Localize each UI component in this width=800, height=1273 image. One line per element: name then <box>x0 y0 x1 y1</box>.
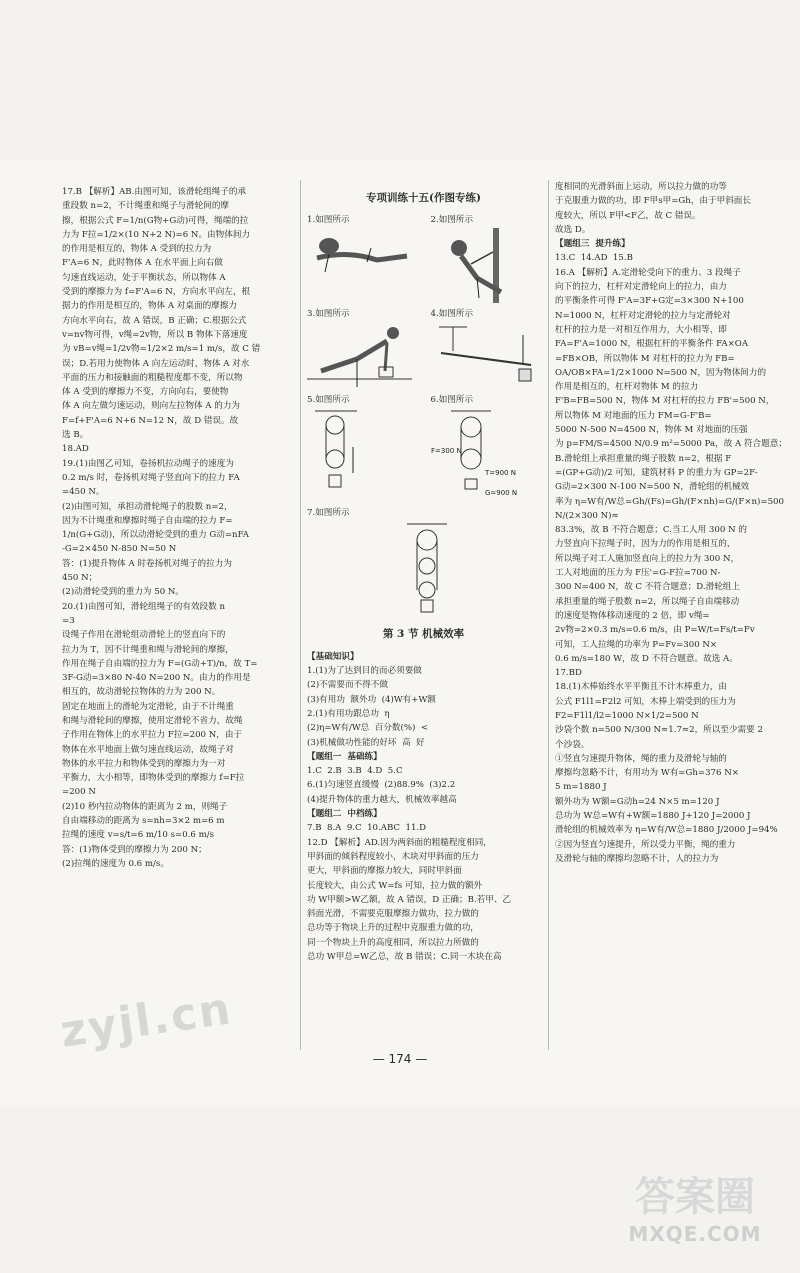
special-training-title: 专项训练十五(作图专练) <box>366 192 481 204</box>
figure-6-label: 6.如图所示 <box>430 394 474 405</box>
figure-4-lever-drawing <box>431 321 536 389</box>
left-column-line: 自由端移动的距离为 s=nh=3×2 m=6 m <box>62 816 225 827</box>
middle-column-line: 总功 W甲总=W乙总，故 B 错误；C.同一木块在高 <box>307 952 502 963</box>
right-column-line: 总功为 W总=W有+W额=1880 J+120 J=2000 J <box>555 811 751 822</box>
right-column-line: 向下的拉力，杠杆对定滑轮向上的拉力，由力 <box>555 282 727 293</box>
middle-column-line: 斜面光滑，不需要克服摩擦力做功，拉力做的 <box>307 909 479 920</box>
middle-column-line: 功 W甲额>W乙额，故 A 错误，D 正确；B.若甲、乙 <box>307 894 512 905</box>
right-column-line: 滑轮组的机械效率为 η=W有/W总=1880 J/2000 J=94% <box>555 825 778 836</box>
right-column-line: 于克服重力做的功，即 F甲s甲=Gh，由于甲斜面长 <box>555 196 751 207</box>
left-column-line: 固定在地面上的滑轮为定滑轮，由于不计绳重 <box>62 701 234 712</box>
figure-4-label: 4.如图所示 <box>430 308 474 319</box>
middle-column-text <box>307 650 540 965</box>
section-title-efficiency: 第 3 节 机械效率 <box>382 628 465 641</box>
left-column-line: 重段数 n=2，不计绳重和绳子与滑轮间的摩 <box>62 201 230 212</box>
right-column-line: B.滑轮组上承担重量的绳子股数 n=2，根据 F <box>555 453 732 464</box>
right-column-line: F'B=FB=500 N，物体 M 对杠杆的拉力 FB'=500 N， <box>555 396 775 407</box>
figure-4 <box>431 307 541 389</box>
right-column-line: 的平衡条件可得 F'A=3F+G定=3×300 N+100 <box>555 296 744 307</box>
left-column-line: 因为不计绳重和摩擦时绳子自由端的拉力 F= <box>62 515 233 526</box>
middle-column-line: (3)有用功 额外功 (4)W有+W额 <box>307 694 436 705</box>
figure-6 <box>431 393 541 502</box>
middle-column <box>307 185 540 1050</box>
middle-column-line: 甲斜面的倾斜程度较小，木块对甲斜面的压力 <box>307 851 479 862</box>
right-column-line: ②因为竖直匀速提升，所以受力平衡，绳的重力 <box>555 839 736 850</box>
right-column-line: 2v物=2×0.3 m/s=0.6 m/s，由 P=W/t=Fs/t=Fv <box>555 625 755 636</box>
right-column-line: 5 m=1880 J <box>555 782 607 793</box>
figure-7-label: 7.如图所示 <box>307 508 350 519</box>
middle-column-line: 【题组一 基础练】 <box>307 751 382 762</box>
left-column-line: 0.2 m/s 时，卷扬机对绳子竖直向下的拉力 FA <box>62 472 240 483</box>
left-column-line: 选 B。 <box>62 430 89 441</box>
figure-5-label: 5.如图所示 <box>307 394 350 405</box>
right-column-line: =(GP+G动)/2 可知，建筑材料 P 的重力为 GP=2F- <box>555 467 758 478</box>
left-column-line: 答：(1)物体受到的摩擦力为 200 N； <box>62 844 207 855</box>
left-column-line: 3F-G动=3×80 N-40 N=200 N。由力的作用是 <box>62 673 251 684</box>
right-column-line: 5000 N-500 N=4500 N，物体 M 对地面的压强 <box>555 425 748 436</box>
middle-column-line: (2)η=W有/W总 百分数(%) < <box>307 723 429 734</box>
watermark-mxqe-cn: 答案圈 <box>635 1174 755 1220</box>
middle-column-line: 长度较大，由公式 W=fs 可知，拉力做的额外 <box>307 880 483 891</box>
right-column-line: FA=F'A=1000 N，根据杠杆的平衡条件 FA×OA <box>555 339 749 350</box>
middle-column-line: 【基础知识】 <box>307 651 359 662</box>
right-column-line: 0.6 m/s=180 W，故 D 不符合题意。故选 A。 <box>555 653 738 664</box>
left-column-line: 拉绳的速度 v=s/t=6 m/10 s=0.6 m/s <box>62 830 215 841</box>
left-column-line: 擦，根据公式 F=1/n(G物+G动)可得，绳端的拉 <box>62 215 249 226</box>
figure-2-person-drawing <box>431 228 536 303</box>
left-column-line: 匀速直线运动，处于平衡状态，所以物体 A <box>62 272 226 283</box>
right-column-line: 为 p=FM/S=4500 N/0.9 m²=5000 Pa，故 A 符合题意； <box>555 439 787 450</box>
figure-7-pulley-drawing <box>307 520 507 615</box>
right-column-line: 【题组三 提升练】 <box>555 239 630 250</box>
left-column-line: 体 A 受到的摩擦力不变，方向向右，要使物 <box>62 387 229 398</box>
right-column-line: F2=F1l1/l2=1000 N×1/2=500 N <box>555 710 699 721</box>
right-column-line: 率为 η=W有/W总=Gh/(Fs)=Gh/(F×nh)=G/(F×n)=500 N/(2×300 N)≈ <box>555 496 787 521</box>
left-column-line: 为 vB=v绳=1/2v物=1/2×2 m/s=1 m/s，故 C 错 <box>62 344 261 355</box>
figure-6-pulley-drawing <box>431 407 536 502</box>
right-column-line: 17.BD <box>555 668 582 679</box>
left-column-line: 物体的水平拉力和物体受到的摩擦力为一对 <box>62 758 226 769</box>
left-column-line: 和绳与滑轮间的摩擦，使用定滑轮不省力，故绳 <box>62 715 243 726</box>
left-column-line: (2)10 秒内拉动物体的距离为 2 m，则绳子 <box>62 801 228 812</box>
watermark-mxqe-url: MXQE.COM <box>628 1222 762 1246</box>
right-column-line: N=1000 N，杠杆对定滑轮的拉力与定滑轮对 <box>555 310 731 321</box>
left-column-line: 误；D.若用力使物体 A 向左运动时，物体 A 对水 <box>62 358 250 369</box>
left-column-line: F=f+F'A=6 N+6 N=12 N，故 D 错误。故 <box>62 415 239 426</box>
right-column-line: 作用是相互的，杠杆对物体 M 的拉力 <box>555 382 699 393</box>
figure-2 <box>431 213 541 302</box>
right-column-line: 度相同的光滑斜面上运动，所以拉力做的功等 <box>555 182 727 192</box>
left-column-line: 据力的作用是相互的，物体 A 对桌面的摩擦力 <box>62 301 237 312</box>
left-column-line: =200 N <box>62 787 96 798</box>
middle-column-line: 总功等于物块上升的过程中克服重力做的功， <box>307 923 479 934</box>
right-column-line: =FB×OB，所以物体 M 对杠杆的拉力为 FB= <box>555 353 735 364</box>
right-column-line: 故选 D。 <box>555 224 591 235</box>
left-column-line: 20.(1)由图可知，滑轮组绳子的有效段数 n <box>62 601 226 612</box>
figure-3-pushup-drawing <box>307 321 412 389</box>
left-column-line: 的作用是相互的，物体 A 受到的拉力为 <box>62 244 212 255</box>
left-column-line: (2)由图可知，承担动滑轮绳子的股数 n=2， <box>62 501 233 512</box>
left-column-line: 力为 F拉=1/2×(10 N+2 N)=6 N。由物体间力 <box>62 229 251 240</box>
left-column-line: 1/n(G+G动)，所以动滑轮受到的重力 G动=nFA <box>62 530 250 541</box>
right-column-line: 的速度是物体移动速度的 2 倍，即 v绳= <box>555 610 710 621</box>
left-column-line: =3 <box>62 615 75 626</box>
middle-column-line: (3)机械做功性能的好坏 高 好 <box>307 737 425 748</box>
middle-column-line: 7.B 8.A 9.C 10.ABC 11.D <box>307 823 427 834</box>
right-column-line: 所以绳子对工人施加竖直向上的拉力为 300 N， <box>555 553 740 564</box>
figure-1-arm-drawing <box>307 228 412 276</box>
left-column-line: v=nv物可得，v绳=2v物，所以 B 物体下落速度 <box>62 329 248 340</box>
right-column-line: 300 N=400 N，故 C 不符合题意；D.滑轮组上 <box>555 582 740 593</box>
left-column-line: 相互的，故动滑轮拉物体的力为 200 N。 <box>62 687 221 698</box>
figure-6-weight-label: G=900 N <box>484 489 517 498</box>
left-column-line: 子作用在物体上的水平拉力 F拉=200 N，由于 <box>62 730 243 741</box>
left-column-line: (2)动滑轮受到的重力为 50 N。 <box>62 587 185 598</box>
watermark-mxqe <box>600 1165 790 1246</box>
left-column-line: 作用在绳子自由端的拉力为 F=(G动+T)/n，故 T= <box>62 658 258 669</box>
left-column-line: 平衡力，大小相等，即物体受到的摩擦力 f=F拉 <box>62 773 245 784</box>
right-column-line: 18.(1)木棒始终水平平衡且不计木棒重力，由 <box>555 682 727 693</box>
right-column-line: 个沙袋。 <box>555 739 590 750</box>
left-column-line: 受到的摩擦力为 f=F'A=6 N，方向水平向左，根 <box>62 287 251 298</box>
left-column-line: 物体在水平地面上做匀速直线运动，故绳子对 <box>62 744 234 755</box>
left-column-line: 平面的压力和接触面的粗糙程度都不变，所以物 <box>62 372 243 383</box>
right-column-line: 额外功为 W额=G动h=24 N×5 m=120 J <box>555 796 720 807</box>
right-column-line: 沙袋个数 n=500 N/300 N≈1.7≈2，所以至少需要 2 <box>555 725 763 736</box>
middle-column-line: (4)提升物体的重力越大，机械效率越高 <box>307 794 457 805</box>
right-column-line: 13.C 14.AD 15.B <box>555 253 633 264</box>
figure-2-label: 2.如图所示 <box>430 215 474 226</box>
watermark-zyjl: zyjl.cn <box>57 983 236 1058</box>
left-column-line: (2)拉绳的速度为 0.6 m/s。 <box>62 858 169 869</box>
middle-column-line: 更大，甲斜面的摩擦力较大，同时甲斜面 <box>307 866 462 877</box>
left-column-line: 18.AD <box>62 444 89 455</box>
right-column-line: 公式 F1l1=F2l2 可知，木棒上端受到的压力为 <box>555 696 736 707</box>
figure-1-label: 1.如图所示 <box>307 215 350 226</box>
middle-column-line: (2)不需要而不得不做 <box>307 680 388 691</box>
right-column-line: 工人对地面的压力为 F压'=G-F拉=700 N- <box>555 568 721 579</box>
figure-7 <box>307 506 507 615</box>
right-column <box>555 180 798 1050</box>
figure-5-pulley-drawing <box>307 407 412 502</box>
middle-column-line: 12.D 【解析】AD.因为两斜面的粗糙程度相同， <box>307 837 492 848</box>
left-column-line: -G=2×450 N-850 N=50 N <box>62 544 177 555</box>
middle-column-line: 同一个物块上升的高度相同，所以拉力所做的 <box>307 937 479 948</box>
right-column-text <box>555 180 798 866</box>
page-number: — 174 — <box>372 1052 428 1066</box>
right-column-line: 83.3%，故 B 不符合题意；C.当工人用 300 N 的 <box>555 525 747 536</box>
right-column-line: 16.A 【解析】A.定滑轮受向下的重力、3 段绳子 <box>555 267 741 278</box>
middle-column-line: 2.(1)有用功跟总功 η <box>307 708 390 719</box>
column-divider-left <box>300 180 301 1050</box>
left-column <box>62 185 294 1050</box>
right-column-line: 度较大，所以 F甲<F乙，故 C 错误。 <box>555 210 701 221</box>
figure-6-force-label: F=300 N <box>430 447 462 456</box>
figure-3 <box>307 307 417 389</box>
left-column-line: 450 N； <box>62 573 98 584</box>
column-divider-right <box>548 180 549 1050</box>
right-column-line: G动=2×300 N-100 N=500 N，滑轮组的机械效 <box>555 482 750 493</box>
left-column-line: 体 A 向左做匀速运动，则向左拉物体 A 的力为 <box>62 401 241 412</box>
left-column-line: 19.(1)由图乙可知，卷扬机拉动绳子的速度为 <box>62 458 234 469</box>
right-column-line: OA/OB×FA=1/2×1000 N=500 N，因为物体间力的 <box>555 367 767 378</box>
right-column-line: 承担重量的绳子股数 n=2，所以绳子自由端移动 <box>555 596 740 607</box>
left-column-line: =450 N。 <box>62 487 105 498</box>
left-column-line: 17.B 【解析】AB.由图可知，该滑轮组绳子的承 <box>62 187 247 197</box>
right-column-line: ①竖直匀速提升物体，绳的重力及滑轮与轴的 <box>555 753 727 764</box>
left-column-line: 拉力为 T，因不计绳重和绳与滑轮间的摩擦， <box>62 644 234 655</box>
left-column-line: 方向水平向右，故 A 错误，B 正确；C.根据公式 <box>62 315 247 326</box>
middle-column-line: 6.(1)匀速竖直缓慢 (2)88.9% (3)2.2 <box>307 780 456 791</box>
figure-6-tension-label: T=900 N <box>484 469 516 478</box>
middle-column-line: 【题组二 中档练】 <box>307 809 382 820</box>
right-column-line: 所以物体 M 对地面的压力 FM=G-F'B= <box>555 410 712 421</box>
right-column-line: 力竖直向下拉绳子时，因为力的作用是相互的， <box>555 539 736 550</box>
left-column-line: 设绳子作用在滑轮组动滑轮上的竖直向下的 <box>62 630 226 641</box>
left-column-line: F'A=6 N，此时物体 A 在水平面上向右做 <box>62 258 223 269</box>
middle-column-line: 1.C 2.B 3.B 4.D 5.C <box>307 766 403 777</box>
left-column-line: 答：(1)提升物体 A 时卷扬机对绳子的拉力为 <box>62 558 232 569</box>
figure-5 <box>307 393 417 502</box>
figure-3-label: 3.如图所示 <box>307 308 350 319</box>
right-column-line: 摩擦均忽略不计，有用功为 W有=Gh=376 N× <box>555 768 739 779</box>
right-column-line: 可知，工人拉绳的功率为 P=Fv=300 N× <box>555 639 718 650</box>
figure-1 <box>307 213 417 302</box>
left-column-text <box>62 185 294 871</box>
right-column-line: 杠杆的拉力是一对相互作用力，大小相等，即 <box>555 324 727 335</box>
right-column-line: 及滑轮与轴的摩擦均忽略不计，人的拉力为 <box>555 853 719 864</box>
middle-column-line: 1.(1)为了达到目的而必须要做 <box>307 666 422 677</box>
